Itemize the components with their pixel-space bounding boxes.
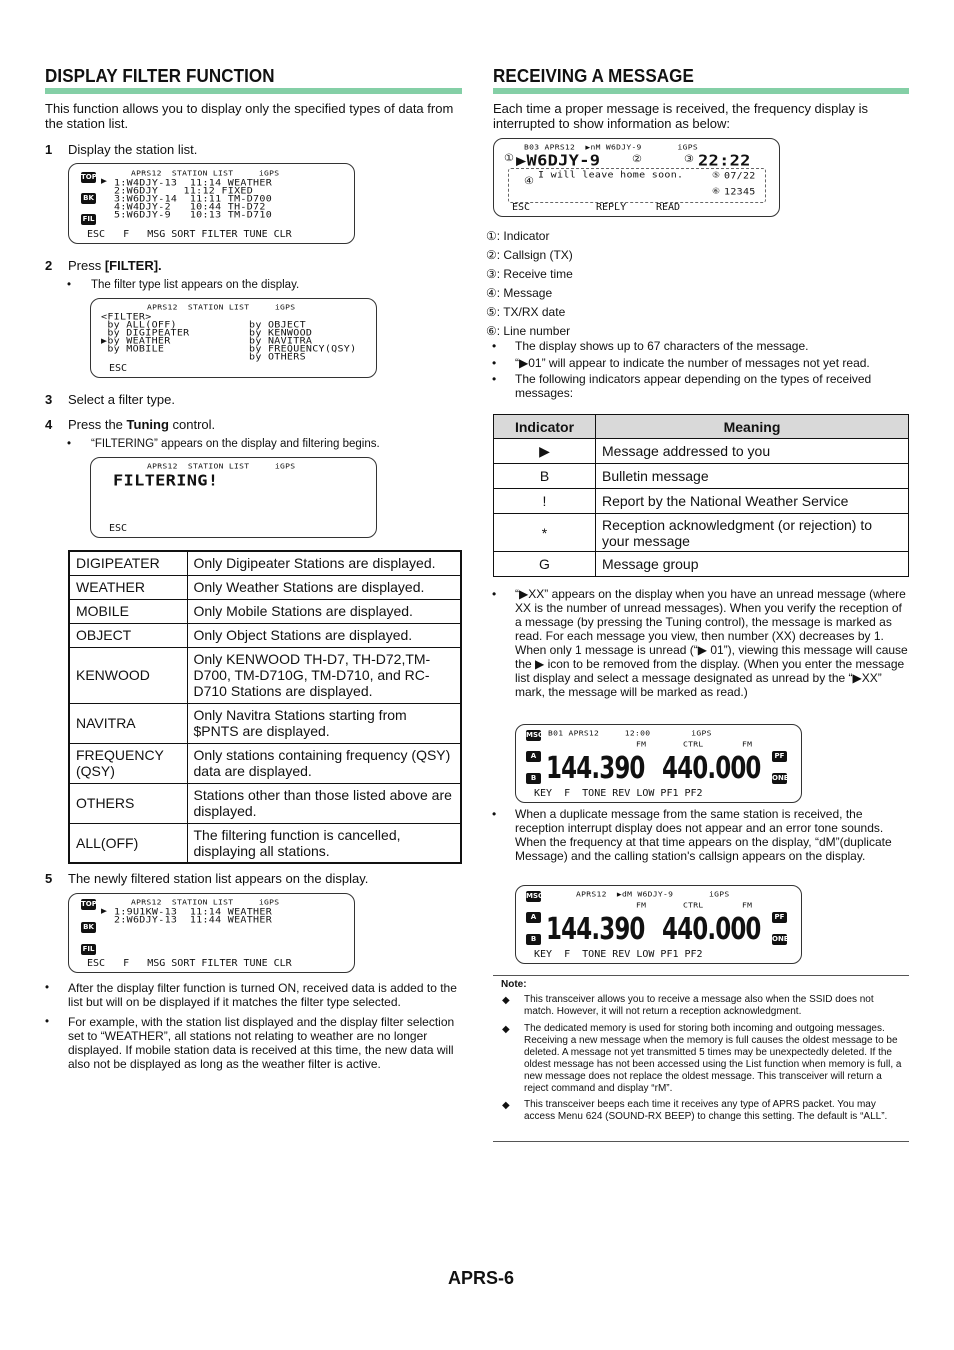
indicator-cell: ▶ [494, 439, 596, 464]
intro-text: This function allows you to display only the specified types of data from the station list. [45, 101, 454, 131]
table-row [69, 623, 461, 647]
bullet-text: After the display filter function is turned ON, received data is added to the list but will on be displayed if it matches the filter type selected. [68, 981, 457, 1009]
callsign: ▶W6DJY-9 [516, 152, 601, 171]
lcd-softkeys: ESC [109, 363, 128, 374]
filter-option: by NAVITRA [249, 336, 313, 346]
band-b-icon: B [526, 934, 541, 945]
list-item: 4:W4DJY-2 10:44 TH-D72 [114, 202, 266, 212]
meaning-cell: Bulletin message [596, 464, 909, 489]
list-item: 2:W6DJY 11:12 FIXED [114, 186, 254, 196]
filter-option: by OTHERS [249, 352, 306, 362]
filter-option: ▶by WEATHER [101, 336, 171, 346]
meaning-cell: Reception acknowledgment (or rejection) to your message [596, 514, 909, 552]
meaning-cell: Message group [596, 552, 909, 577]
msg-icon: MSG [526, 892, 544, 900]
step-2: 2 Press [FILTER]. [45, 258, 162, 273]
table-row [494, 464, 909, 489]
softkey-reply: REPLY [596, 202, 627, 213]
lcd-header: APRS12 STATION LIST iGPS [131, 169, 280, 178]
table-row [69, 647, 461, 703]
lcd-header: APRS12 STATION LIST iGPS [147, 303, 296, 312]
filter-type-cell: DIGIPEATER [69, 551, 187, 575]
lcd-filtered-list: APRS12 STATION LIST iGPS TOP BK FIL ▶ 1:9U1KW-13 11:14 WEATHER 2:W6DJY-13 11:44 WEATHER ESC F MSG SORT FILTER TUNE CLR [68, 893, 355, 973]
note-text: The dedicated memory is used for storing both incoming and outgoing messages. Receiving a new message when the memory is full causes the oldest message to be deleted. A message not yet transmitted 5 times may be unexpectedly deleted. If the oldest message has not been accessed using the List function when memory is full, a new message does not replace the oldest message. This transceiver will return a reject command and display “rM”. [524, 1023, 902, 1094]
lcd-header: APRS12 ▶dM W6DJY-9 iGPS [576, 890, 730, 899]
filter-type-cell: MOBILE [69, 599, 187, 623]
note-text: This transceiver allows you to receive a message also when the SSID does not match. However, it will not return a reception acknowledgment. [524, 994, 874, 1017]
lcd-header: B01 APRS12 12:00 iGPS [548, 729, 712, 738]
lcd-header: APRS12 STATION LIST iGPS [131, 898, 280, 907]
column-header: Indicator [494, 415, 596, 439]
band-a-icon: A [526, 751, 541, 762]
meaning-cell: Message addressed to you [596, 439, 909, 464]
table-row [494, 552, 909, 577]
table-row [69, 823, 461, 863]
page-number: APRS-6 [448, 1268, 515, 1288]
table-row [494, 489, 909, 514]
filter-description-cell: Only Weather Stations are displayed. [187, 575, 461, 599]
message-frame [508, 168, 766, 203]
indicator-cell: G [494, 552, 596, 577]
filter-type-cell: OTHERS [69, 783, 187, 823]
filter-description-cell: Only Digipeater Stations are displayed. [187, 551, 461, 575]
diamond-icon: ◆ [502, 1024, 510, 1035]
bullet-text: When a duplicate message from the same station is received, the reception interrupt display does not appear and an error tone sounds. When the frequency at that time appears on the display, “dM”(duplicate Message) and the calling station's callsign appears on the display. [515, 807, 892, 863]
step-text: Display the station list. [68, 142, 198, 157]
section-title-display-filter: DISPLAY FILTER FUNCTION [45, 66, 275, 87]
bk-icon: BK [81, 193, 96, 204]
bk-icon: BK [81, 922, 96, 933]
section-title-receiving-message: RECEIVING A MESSAGE [493, 66, 694, 87]
filter-type-table [68, 550, 462, 864]
table-row [69, 599, 461, 623]
filter-type-cell: ALL(OFF) [69, 823, 187, 863]
filter-type-cell: FREQUENCY (QSY) [69, 743, 187, 783]
table-row [69, 743, 461, 783]
pf-icon: PF [772, 912, 787, 923]
filter-icon: FIL [82, 945, 95, 953]
one-icon: ONE [772, 774, 789, 782]
filter-description-cell: Only Object Stations are displayed. [187, 623, 461, 647]
pf-icon: PF [772, 751, 787, 762]
list-item: 1:W4DJY-13 11:14 WEATHER [114, 178, 273, 188]
lcd-header: B03 APRS12 ▶nM W6DJY-9 iGPS [524, 143, 698, 152]
diamond-icon: ◆ [502, 995, 510, 1006]
list-item: 2:W6DJY-13 11:44 WEATHER [114, 915, 273, 925]
note-title: Note: [501, 979, 527, 990]
lcd-softkeys: ESC F MSG SORT FILTER TUNE CLR [87, 229, 292, 240]
filter-description-cell: Only KENWOOD TH-D7, TH-D72,TM-D700, TM-D710G, TM-D710, and RC-D710 Stations are displayed. [187, 647, 461, 703]
filter-description-cell: Only Navitra Stations starting from $PNTS are displayed. [187, 703, 461, 743]
band-b-icon: B [526, 773, 541, 784]
table-row [69, 703, 461, 743]
band-a-icon: A [526, 912, 541, 923]
filter-option: by KENWOOD [249, 328, 313, 338]
column-header: Meaning [596, 415, 909, 439]
bullet-text: The following indicators appear depending on the types of received messages: [515, 372, 872, 400]
filter-option: by ALL(OFF) [101, 320, 177, 330]
lcd-filtering [90, 457, 377, 538]
bullet-text: The filter type list appears on the display. [91, 279, 300, 291]
filter-type-cell: WEATHER [69, 575, 187, 599]
indicator-cell: B [494, 464, 596, 489]
step-3: 3 Select a filter type. [45, 392, 175, 407]
frequency-b: 440.000 [662, 751, 761, 786]
step-5: 5 The newly filtered station list appears on the display. [45, 871, 369, 886]
bullet-text: The display shows up to 67 characters of the message. [515, 339, 809, 353]
softkey-read: READ [656, 202, 681, 213]
filter-option: by FREQUENCY(QSY) [249, 344, 357, 354]
top-icon: TOP [81, 900, 97, 908]
bullet-text: “▶01” will appear to indicate the number of messages not yet read. [515, 356, 870, 370]
indicator-table [493, 414, 909, 577]
note-rule-top [493, 975, 909, 976]
line-number: 12345 [724, 187, 756, 197]
message-text: I will leave home soon. [538, 170, 684, 180]
message-date: 07/22 [724, 171, 756, 181]
softkey-esc: ESC [512, 202, 531, 213]
diamond-icon: ◆ [502, 1100, 510, 1111]
lcd-softkeys: KEY F TONE REV LOW PF1 PF2 [534, 788, 703, 799]
table-row [494, 514, 909, 552]
list-item: 3:W6DJY-14 11:11 TM-D700 [114, 194, 273, 204]
filter-option: by MOBILE [101, 344, 165, 354]
list-item: 1:9U1KW-13 11:14 WEATHER [114, 907, 273, 917]
filter-icon: FIL [82, 215, 95, 223]
lcd-softkeys: ESC F MSG SORT FILTER TUNE CLR [87, 958, 292, 969]
table-row [69, 575, 461, 599]
lcd-softkeys: ESC [109, 523, 128, 534]
bullet-text: For example, with the station list displayed and the display filter selection set to “WEATHER”, all stations not relating to weather are no longer displayed. If mobile station data is received at this time, the new data will also not be displayed as long as the weather filter is active. [68, 1015, 455, 1071]
lcd-frequency-duplicate: APRS12 ▶dM W6DJY-9 iGPS MSG A B PF ONE FM FM CTRL 144.390 440.000 KEY F TONE REV LOW PF1 PF2 [515, 885, 802, 964]
table-row [69, 783, 461, 823]
bullet-text: “▶XX” appears on the display when you have an unread message (where XX is the number of unread messages). When you verify the reception of a message (by pressing the Tuning control), the message is marked as read. For each message you view, then number (XX) decreases by 1. When only 1 message is unread (“▶ 01”), viewing this message will cause the ▶ icon to be removed from the display. (When you enter the message list display and select a message designated as unread by the “▶XX” mark, the message will be marked as read.) [515, 587, 908, 699]
frequency-b: 440.000 [662, 912, 761, 947]
frequency-a: 144.390 [546, 912, 645, 947]
intro-text: Each time a proper message is received, the frequency display is interrupted to show information as below: [493, 101, 869, 131]
step-number: 2 [45, 258, 53, 273]
meaning-cell: Report by the National Weather Service [596, 489, 909, 514]
note-rule-bottom [493, 1141, 909, 1142]
section-rule [45, 88, 462, 94]
lcd-softkeys: KEY F TONE REV LOW PF1 PF2 [534, 949, 703, 960]
lcd-message: B03 APRS12 ▶nM W6DJY-9 iGPS ① ▶W6DJY-9 ② ③ 22:22 I will leave home soon. ④ ⑤ 07/22 ⑥ 12345 ESC REPLY READ [493, 138, 780, 217]
filter-option: by DIGIPEATER [101, 328, 190, 338]
section-rule [493, 88, 909, 94]
filter-description-cell: Only stations containing frequency (QSY) data are displayed. [187, 743, 461, 783]
one-icon: ONE [772, 935, 789, 943]
filter-type-cell: NAVITRA [69, 703, 187, 743]
lcd-frequency-unread: B01 APRS12 12:00 iGPS MSG A B PF ONE FM FM CTRL 144.390 440.000 KEY F TONE REV LOW PF1 PF2 [515, 724, 802, 803]
step-number: 1 [45, 142, 53, 157]
step-1 [45, 142, 197, 157]
bullet-text: “FILTERING” appears on the display and filtering begins. [91, 438, 380, 450]
indicator-cell: * [494, 514, 596, 552]
step-4: 4 Press the Tuning control. [45, 417, 216, 432]
lcd-station-list: APRS12 STATION LIST iGPS TOP BK FIL ▶ 1:W4DJY-13 11:14 WEATHER 2:W6DJY 11:12 FIXED 3:W6DJY-14 11:11 TM-D700 4:W4DJY-2 10:44 TH-D72 5:W6DJY-9 10:13 TM-D710 ESC F MSG SORT FILTER TUNE CLR [68, 163, 355, 244]
table-row [494, 439, 909, 464]
indicator-cell: ! [494, 489, 596, 514]
table-row [69, 551, 461, 575]
lcd-filter-list: APRS12 STATION LIST iGPS <FILTER> by ALL(OFF) by DIGIPEATER ▶by WEATHER by MOBILE by OBJECT by KENWOOD by NAVITRA by FREQUENCY(QSY) by OTHERS ESC [90, 298, 377, 378]
filter-type-cell: OBJECT [69, 623, 187, 647]
list-item: 5:W6DJY-9 10:13 TM-D710 [114, 210, 273, 220]
top-icon: TOP [81, 173, 97, 181]
lcd-header: APRS12 STATION LIST iGPS [147, 462, 296, 471]
note-text: This transceiver beeps each time it receives any type of APRS packet. You may access Menu 624 (SOUND-RX BEEP) to change this setting. The default is “ALL”. [524, 1099, 888, 1122]
filter-option: by OBJECT [249, 320, 306, 330]
legend-list: ①: Indicator ②: Callsign (TX) ③: Receive time ④: Message ⑤: TX/RX date ⑥: Line number [486, 229, 573, 338]
filtering-label: FILTERING! [113, 472, 219, 491]
msg-icon: MSG [526, 731, 544, 739]
filter-type-cell: KENWOOD [69, 647, 187, 703]
frequency-a: 144.390 [546, 751, 645, 786]
filter-description-cell: Only Mobile Stations are displayed. [187, 599, 461, 623]
filter-description-cell: The filtering function is cancelled, displaying all stations. [187, 823, 461, 863]
filter-description-cell: Stations other than those listed above are displayed. [187, 783, 461, 823]
receive-time: 22:22 [698, 152, 751, 171]
bullet-item: • [67, 279, 72, 291]
